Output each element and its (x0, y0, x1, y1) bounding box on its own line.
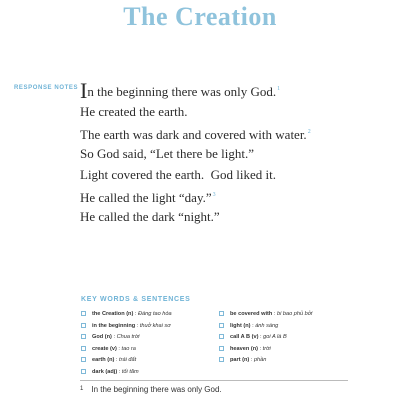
key-word-item (219, 332, 312, 344)
footnote-divider (80, 380, 348, 381)
key-word-separator: : (114, 357, 120, 364)
checkbox[interactable] (81, 334, 86, 339)
story-line (80, 143, 380, 164)
story-line (80, 164, 380, 185)
story-line (80, 101, 380, 122)
story-line (80, 122, 380, 143)
key-word-separator: : (111, 334, 117, 341)
key-word-item (219, 309, 312, 321)
key-word-item (81, 321, 172, 333)
key-word-item (81, 367, 172, 379)
key-word-term: be covered with (230, 311, 273, 317)
key-word-translation: thuở khai sơ (139, 322, 171, 329)
story-line (80, 77, 380, 101)
key-word-term: heaven (n) (230, 345, 258, 352)
key-word-item (81, 309, 172, 321)
key-word-item (81, 355, 172, 367)
key-word-term: light (n) (230, 322, 251, 329)
key-word-item (81, 344, 172, 356)
key-word-term: create (v) (92, 345, 117, 352)
key-word-translation: trái đất (119, 357, 137, 364)
checkbox[interactable] (81, 346, 86, 351)
checkbox[interactable] (219, 346, 224, 351)
key-word-separator: : (116, 345, 122, 352)
key-word-translation: Chua trời (116, 334, 140, 341)
footnote-marker[interactable]: 2 (307, 129, 311, 135)
key-word-separator: : (272, 311, 277, 317)
key-word-item (219, 321, 312, 333)
key-word-term: God (n) (92, 334, 112, 341)
key-word-item (219, 344, 312, 356)
footnote-number: 1 (80, 386, 84, 392)
key-word-separator: : (257, 345, 263, 352)
story-line-text: He called the light “day.” (80, 190, 212, 205)
key-word-separator: : (258, 334, 264, 341)
key-word-item (219, 355, 312, 367)
response-notes-label: RESPONSE NOTES (14, 85, 79, 91)
key-word-translation: trời (262, 345, 271, 352)
key-word-separator: : (249, 357, 254, 364)
key-word-term: dark (adj) (92, 368, 118, 375)
key-word-term: the Creation (n) (92, 311, 134, 317)
story-line-text: Light covered the earth. God liked it. (80, 167, 277, 182)
key-words-column-right (219, 309, 312, 367)
key-word-item (81, 332, 172, 344)
story-text (80, 77, 380, 227)
story-line-text: So God said, “Let there be light.” (80, 146, 255, 161)
key-word-translation: Đáng tao hóa (138, 311, 172, 317)
key-word-term: call A B (v) (230, 334, 259, 341)
key-word-translation: phần (253, 357, 267, 364)
story-line (80, 206, 380, 227)
key-words-title: KEY WORDS & SENTENCES (81, 296, 191, 303)
checkbox[interactable] (81, 311, 86, 316)
key-word-translation: bi bao phủ bởi (276, 311, 313, 317)
footnote (80, 385, 222, 394)
key-word-translation: ánh sáng (255, 322, 279, 329)
key-word-term: in the beginning (92, 322, 136, 329)
key-word-term: part (n) (230, 357, 250, 364)
key-words-column-left (81, 309, 172, 379)
checkbox[interactable] (81, 369, 86, 374)
page-title: The Creation (123, 2, 277, 31)
checkbox[interactable] (219, 357, 224, 362)
key-word-separator: : (135, 322, 140, 329)
checkbox[interactable] (219, 323, 224, 328)
story-line-text: He created the earth. (80, 104, 188, 119)
key-word-separator: : (250, 322, 256, 329)
footnote-marker[interactable]: 1 (277, 86, 281, 92)
drop-cap: I (80, 78, 88, 103)
checkbox[interactable] (219, 311, 224, 316)
key-word-separator: : (117, 368, 122, 375)
key-word-separator: : (133, 311, 139, 317)
story-line (80, 185, 380, 206)
footnote-marker[interactable]: 3 (212, 192, 216, 198)
key-word-translation: goi A là B (263, 334, 287, 341)
key-word-term: earth (n) (92, 357, 115, 364)
footnote-text: In the beginning there was only God. (91, 385, 222, 394)
key-word-translation: tối tăm (121, 368, 139, 375)
key-word-translation: tao ra (121, 345, 136, 352)
checkbox[interactable] (219, 334, 224, 339)
story-line-text: n the beginning there was only God. (87, 84, 277, 99)
checkbox[interactable] (81, 323, 86, 328)
checkbox[interactable] (81, 357, 86, 362)
story-line-text: The earth was dark and covered with water. (80, 127, 307, 142)
story-line-text: He called the dark “night.” (80, 209, 220, 224)
